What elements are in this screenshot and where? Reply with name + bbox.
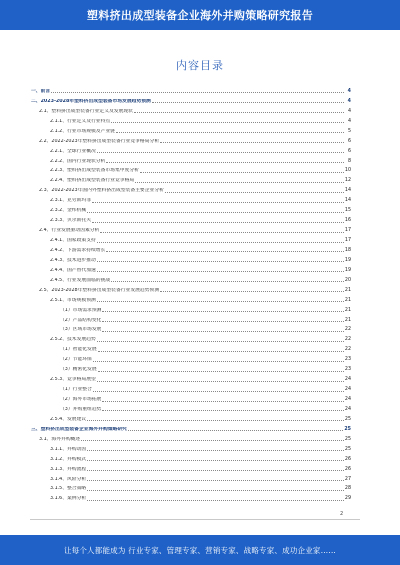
toc-entry-page: 28 [344, 486, 351, 492]
toc-leader-dots [93, 361, 344, 362]
toc-entry[interactable] [31, 224, 351, 234]
toc-entry-title: 2.4、行业发展驱动因素分析 [39, 228, 100, 234]
footer-slogan: 让每个人都能成为 行业专家、管理专家、营销专家、战略专家、成功企业家…… [63, 546, 337, 555]
toc-entry[interactable] [31, 343, 351, 353]
toc-entry-title: 2.4.1、国家政策支持 [50, 238, 96, 243]
toc-entry-page: 22 [344, 327, 351, 333]
toc-entry[interactable] [31, 105, 351, 115]
toc-leader-dots [165, 192, 344, 193]
toc-entry[interactable] [31, 184, 351, 194]
toc-entry-page: 4 [347, 98, 351, 104]
toc-entry-page: 21 [344, 317, 351, 323]
toc-leader-dots [97, 301, 344, 302]
toc-entry-page: 27 [344, 476, 351, 482]
toc-entry[interactable] [31, 433, 351, 443]
toc-leader-dots [98, 351, 344, 352]
toc-leader-dots [98, 371, 344, 372]
toc-entry[interactable] [31, 483, 351, 493]
toc-entry-page: 25 [344, 446, 351, 452]
toc-entry[interactable] [31, 194, 351, 204]
toc-entry-page: 19 [344, 257, 351, 263]
toc-entry-page: 5 [347, 128, 351, 134]
toc-entry[interactable] [31, 294, 351, 304]
toc-entry-page: 18 [344, 247, 351, 253]
toc-leader-dots [87, 480, 344, 481]
toc-heading: 内容目录 [176, 59, 224, 72]
toc-leader-dots [135, 182, 344, 183]
toc-leader-dots [100, 232, 343, 233]
toc-leader-dots [87, 450, 344, 451]
toc-leader-dots [102, 401, 343, 402]
toc-entry-title: 一、前言 [31, 88, 51, 94]
toc-entry-page: 6 [347, 138, 351, 144]
toc-leader-dots [92, 222, 344, 223]
toc-entry[interactable] [31, 254, 351, 264]
footer-divider [30, 519, 360, 520]
toc-entry-page: 24 [344, 377, 351, 383]
toc-entry-page: 10 [344, 168, 351, 174]
toc-entry-page: 26 [344, 456, 351, 462]
toc-entry-title: 2.5、2023-2028年塑料挤出成型装备行业发展趋势预测 [39, 287, 160, 293]
toc-leader-dots [97, 152, 344, 153]
toc-entry-page: 25 [344, 426, 351, 432]
toc-entry-title: 2.5.3、竞争格局展望 [50, 377, 96, 383]
toc-entry-page: 4 [347, 118, 351, 124]
report-title: 塑料挤出成型装备企业海外并购策略研究报告 [87, 9, 313, 22]
toc-entry[interactable] [31, 135, 351, 145]
toc-leader-dots [97, 381, 344, 382]
toc-leader-dots [87, 212, 344, 213]
page-number: 2 [340, 511, 344, 517]
toc-leader-dots [160, 142, 344, 143]
header-banner [0, 0, 400, 30]
toc-entry[interactable] [31, 95, 351, 105]
toc-entry-page: 24 [344, 406, 351, 412]
footer-banner [0, 535, 400, 565]
toc-entry[interactable] [31, 204, 351, 214]
toc-entry-page: 20 [344, 277, 351, 283]
toc-entry-page: 24 [344, 397, 351, 402]
toc-entry[interactable] [31, 363, 351, 373]
toc-leader-dots [106, 162, 344, 163]
toc-leader-dots [97, 242, 344, 243]
toc-entry-title: （3）精密化发展 [60, 367, 97, 373]
toc-entry-page: 22 [344, 337, 351, 343]
toc-leader-dots [81, 440, 344, 441]
toc-entry-page: 8 [347, 158, 351, 164]
toc-entry-title: （1）智能化发展 [60, 347, 97, 353]
toc-entry-title: 2.4.2、下游需求持续增长 [50, 247, 106, 253]
toc-entry-title: 2.3、2022-2023年国内外塑料挤出成型装备主要企业分析 [39, 188, 164, 194]
toc-entry-title: 2.2.3、塑料挤出成型装备市场集中度分析 [50, 168, 139, 174]
toc-entry-title: 2.3.1、克劳斯玛菲 [50, 198, 91, 204]
toc-entry-title: （1）市场需求预测 [60, 307, 102, 313]
toc-entry[interactable] [31, 333, 351, 343]
toc-entry-title: 3.1、海外并购概述 [39, 436, 81, 442]
toc-leader-dots [92, 202, 344, 203]
toc-entry[interactable] [31, 383, 351, 393]
toc-entry-page: 23 [344, 367, 351, 373]
toc-entry[interactable] [31, 264, 351, 274]
toc-entry-page: 23 [344, 357, 351, 363]
toc-entry-page: 17 [344, 238, 351, 243]
toc-entry[interactable] [31, 373, 351, 383]
toc-entry[interactable] [31, 492, 351, 502]
toc-entry-page: 14 [344, 198, 351, 204]
toc-leader-dots [140, 172, 344, 173]
toc-entry-title: 2.2.4、塑料挤出成型装备行业竞争格局 [50, 178, 135, 184]
toc-entry-title: 3.1.6、案例分析 [50, 496, 87, 502]
toc-entry-title: 2.4.5、行业发展面临的挑战 [50, 277, 111, 283]
toc-leader-dots [97, 261, 344, 262]
toc-entry-page: 24 [344, 387, 351, 393]
toc-entry[interactable] [31, 274, 351, 284]
toc-leader-dots [97, 271, 344, 272]
toc-entry-page: 22 [344, 347, 351, 353]
toc-leader-dots [102, 331, 343, 332]
toc-leader-dots [93, 391, 344, 392]
toc-leader-dots [160, 291, 344, 292]
toc-leader-dots [97, 341, 344, 342]
toc-entry-title: 2.2.2、国内行业现状分析 [50, 158, 106, 164]
toc-leader-dots [128, 430, 343, 431]
toc-entry-title: 3.1.2、并购模式 [50, 456, 87, 462]
toc-entry[interactable] [31, 413, 351, 423]
toc-entry[interactable] [31, 324, 351, 334]
toc-entry-title: 3.1.1、并购动因 [50, 446, 87, 452]
toc-entry[interactable] [31, 473, 351, 483]
toc-entry-title: （2）海外市场拓展 [60, 397, 102, 402]
toc-entry[interactable] [31, 244, 351, 254]
toc-entry-page: 21 [344, 297, 351, 303]
toc-entry-title: 2.1.2、行业市场规模及产业链 [50, 128, 115, 134]
toc-leader-dots [102, 410, 343, 411]
toc-leader-dots [87, 490, 344, 491]
toc-entry[interactable] [31, 284, 351, 294]
toc-leader-dots [87, 500, 344, 501]
toc-leader-dots [111, 281, 344, 282]
toc-entry-page: 29 [344, 496, 351, 502]
toc-entry-title: 2.3.2、金纬机械 [50, 208, 87, 214]
toc-entry-page: 26 [344, 466, 351, 472]
toc-entry[interactable] [31, 403, 351, 413]
toc-entry-title: 3.1.5、整合策略 [50, 486, 87, 492]
toc-leader-dots [87, 420, 344, 421]
toc-entry[interactable] [31, 353, 351, 363]
toc-entry-page: 14 [344, 188, 351, 194]
toc-entry-page: 25 [344, 416, 351, 422]
toc-leader-dots [87, 470, 344, 471]
toc-entry-page: 21 [344, 287, 351, 293]
toc-entry-title: 2.1.1、行业定义及行业特点 [50, 118, 111, 124]
toc-leader-dots [51, 92, 344, 93]
toc-entry-page: 4 [347, 88, 351, 94]
toc-leader-dots [111, 122, 344, 123]
toc-leader-dots [102, 311, 343, 312]
toc-entry[interactable] [31, 314, 351, 324]
toc-entry-title: 2.5.1、市场规模预测 [50, 297, 96, 303]
toc-entry[interactable] [31, 165, 351, 175]
toc-entry-title: 3.1.4、风险分析 [50, 476, 87, 482]
toc-leader-dots [102, 321, 343, 322]
toc-entry-title: （3）区域市场发展 [60, 327, 102, 333]
toc-entry-page: 6 [347, 148, 351, 154]
toc-entry-page: 4 [347, 108, 351, 114]
toc-entry-title: 3.1.3、并购流程 [50, 466, 87, 472]
toc-entry[interactable] [31, 453, 351, 463]
toc-entry[interactable] [31, 393, 351, 403]
toc-entry-title: （2）产品结构变化 [60, 317, 102, 323]
toc-entry-page: 19 [344, 267, 351, 273]
toc-entry-title: 2.5.2、技术发展趋势 [50, 337, 96, 343]
toc-entry-page: 25 [344, 436, 351, 442]
toc-entry[interactable] [31, 234, 351, 244]
toc-entry-page: 15 [344, 208, 351, 214]
toc-entry-page: 17 [344, 228, 351, 234]
toc-entry-page: 16 [344, 218, 351, 224]
toc-entry-page: 12 [344, 178, 351, 184]
toc-entry-title: 二、2023-2028年塑料挤出成型装备市场发展趋势预测 [31, 98, 151, 104]
toc-leader-dots [116, 132, 344, 133]
toc-entry[interactable] [31, 145, 351, 155]
toc-entry-title: 2.2、2022-2023年塑料挤出成型装备行业竞争格局分析 [39, 138, 160, 144]
toc-entry-title: 2.5.4、发展建议 [50, 416, 87, 422]
toc-entry[interactable] [31, 443, 351, 453]
toc-entry[interactable] [31, 423, 351, 433]
toc-leader-dots [87, 460, 344, 461]
toc-entry-title: 2.1、塑料挤出成型装备行业定义及发展现状 [39, 108, 133, 114]
toc-entry-title: 2.2.1、全球行业概况 [50, 148, 96, 154]
toc-entry-title: 2.3.3、贝尔斯托夫 [50, 218, 91, 224]
toc-leader-dots [106, 251, 344, 252]
toc-entry[interactable] [31, 155, 351, 165]
toc-entry[interactable] [31, 125, 351, 135]
toc-entry-title: （1）行业整合 [60, 387, 92, 393]
toc-entry[interactable] [31, 214, 351, 224]
toc-entry[interactable] [31, 463, 351, 473]
toc-entry-title: （3）并购重组趋势 [60, 406, 102, 412]
toc-entry[interactable] [31, 115, 351, 125]
toc-leader-dots [134, 112, 344, 113]
toc-entry-title: 2.4.4、国产替代加速 [50, 267, 96, 273]
toc-entry-page: 21 [344, 307, 351, 313]
toc-entry-title: （2）节能环保 [60, 357, 92, 363]
toc-leader-dots [152, 102, 344, 103]
table-of-contents [31, 85, 351, 502]
toc-entry-title: 三、塑料挤出成型装备企业海外并购策略研究 [31, 426, 127, 432]
toc-entry-title: 2.4.3、技术进步推动 [50, 257, 96, 263]
toc-entry[interactable] [31, 174, 351, 184]
toc-entry[interactable] [31, 304, 351, 314]
toc-entry[interactable] [31, 85, 351, 95]
